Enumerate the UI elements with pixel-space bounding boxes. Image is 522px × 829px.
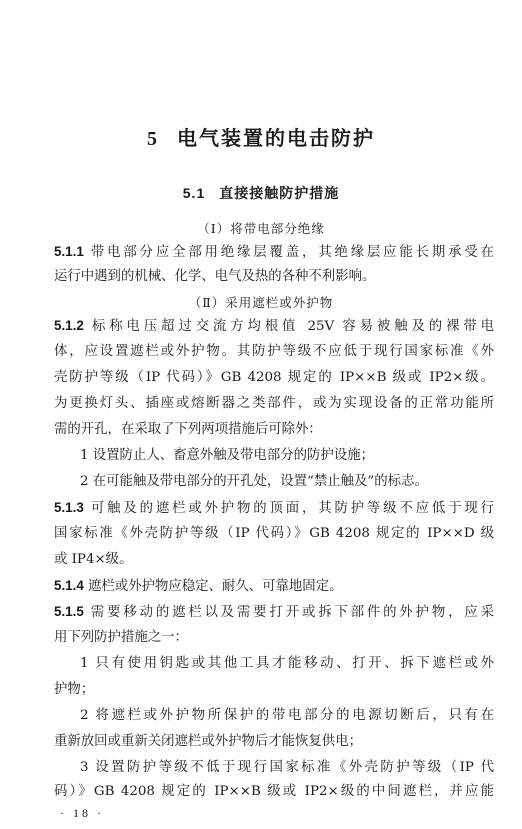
list-item: 2 在可能触及带电部分的开孔处，设置“禁止触及”的标志。: [80, 474, 428, 489]
list-item: 1 设置防止人、畜意外触及带电部分的防护设施；: [80, 448, 374, 463]
paragraph-line: 5.1.2 标称电压超过交流方均根值 25V 容易被触及的裸带电: [54, 318, 494, 334]
paragraph-line: 或 IP4×级。: [54, 552, 133, 567]
paragraph-line: 护物；: [54, 682, 95, 697]
section-title: [0, 183, 522, 203]
paragraph-line: 5.1.5 需要移动的遮栏以及需要打开或拆下部件的外护物，应采: [54, 604, 494, 620]
paragraph-line: 5.1.3 可触及的遮栏或外护物的顶面，其防护等级不应低于现行: [54, 500, 494, 516]
list-item: 1 只有使用钥匙或其他工具才能移动、打开、拆下遮栏或外: [80, 656, 494, 671]
paragraph-line: 国家标准《外壳防护等级（IP 代码）》GB 4208 规定的 IP××D 级: [54, 526, 494, 541]
list-item: 3 设置防护等级不低于现行国家标准《外壳防护等级（IP 代: [80, 760, 494, 775]
paragraph-line: 重新放回或重新关闭遮栏或外护物后才能恢复供电；: [54, 734, 362, 749]
subheading-insulation: （Ⅰ）将带电部分绝缘: [197, 221, 325, 236]
clause-number: 5.1.2: [54, 318, 84, 333]
clause-number: 5.1.5: [54, 604, 84, 619]
clause-number: 5.1.1: [54, 244, 84, 259]
section-number: 5.1: [182, 185, 206, 201]
chapter-title: [0, 122, 522, 151]
paragraph-line: 壳防护等级（IP 代码）》GB 4208 规定的 IP××B 级或 IP2×级。: [54, 370, 494, 385]
clause-number: 5.1.3: [54, 500, 84, 515]
list-item: 2 将遮栏或外护物所保护的带电部分的电源切断后，只有在: [80, 708, 494, 723]
paragraph-line: 5.1.4 遮栏或外护物应稳定、耐久、可靠地固定。: [54, 578, 343, 594]
paragraph-line: 用下列防护措施之一：: [54, 630, 188, 645]
chapter-number: 5: [147, 128, 159, 150]
subheading-barriers: （Ⅱ）采用遮栏或外护物: [188, 295, 334, 310]
paragraph-line: 码）》GB 4208 规定的 IP××B 级或 IP2×级的中间遮栏，并应能: [54, 784, 494, 799]
paragraph-line: 体，应设置遮栏或外护物。其防护等级不应低于现行国家标准《外: [54, 344, 494, 359]
paragraph-line: 为更换灯头、插座或熔断器之类部件，或为实现设备的正常功能所: [54, 396, 494, 411]
page-number: · 18 ·: [60, 806, 104, 820]
section-title-text: 直接接触防护措施: [219, 186, 340, 202]
clause-number: 5.1.4: [54, 578, 84, 593]
chapter-title-text: 电气装置的电击防护: [177, 126, 375, 150]
paragraph-line: 5.1.1 带电部分应全部用绝缘层覆盖，其绝缘层应能长期承受在: [54, 244, 494, 260]
paragraph-line: 需的开孔，在采取了下列两项措施后可除外：: [54, 422, 322, 437]
paragraph-line: 运行中遇到的机械、化学、电气及热的各种不利影响。: [54, 269, 376, 284]
